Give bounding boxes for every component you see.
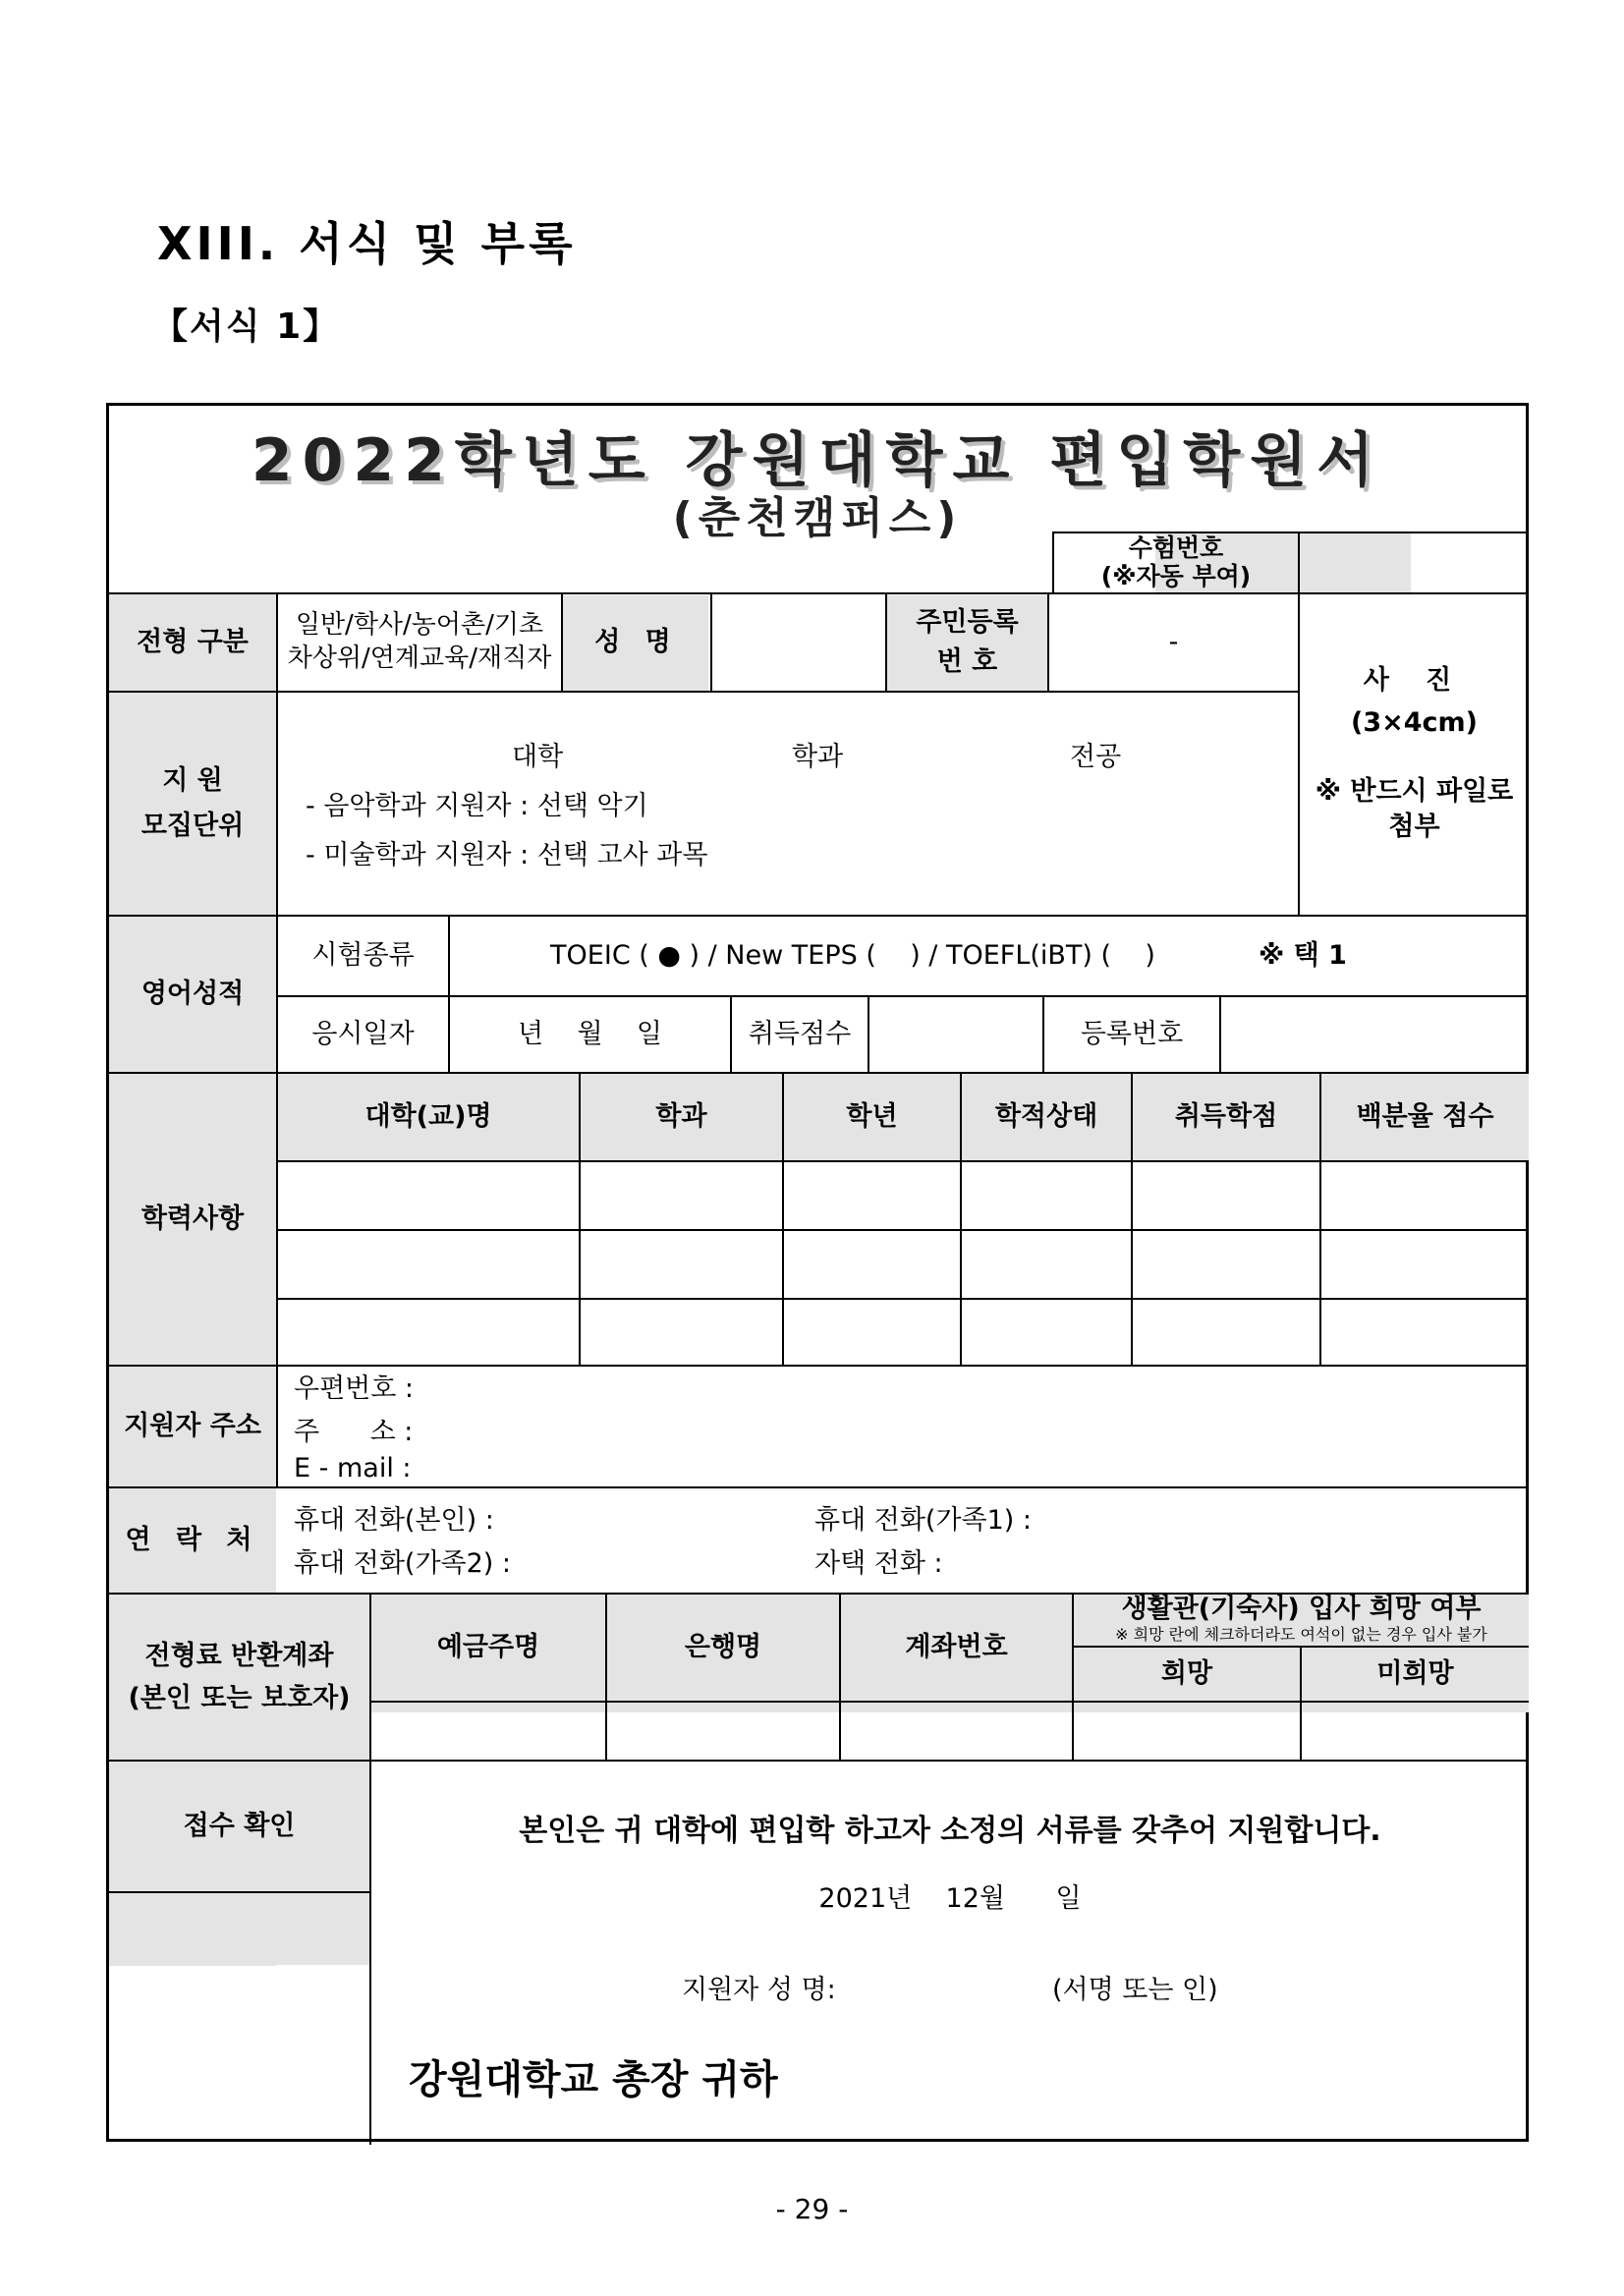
test-date-field[interactable]: 년 월 일 xyxy=(518,1018,662,1049)
score-field[interactable] xyxy=(869,997,1042,1072)
contact-label: 연 락 처 xyxy=(125,1524,260,1555)
phone-family2-field[interactable]: 휴대 전화(가족2) : xyxy=(294,1548,511,1579)
table-cell[interactable] xyxy=(962,1300,1131,1365)
score-label: 취득점수 xyxy=(748,1018,852,1049)
refund-label: 전형료 반환계좌 (본인 또는 보호자) xyxy=(128,1640,351,1713)
dorm-yes-label: 희망 xyxy=(1160,1657,1213,1689)
photo-box[interactable] xyxy=(1300,594,1529,915)
table-cell[interactable] xyxy=(784,1300,960,1365)
account-holder-label: 예금주명 xyxy=(436,1631,540,1662)
dorm-yes-checkbox[interactable] xyxy=(1074,1703,1300,1760)
form-subtitle: (춘천캠퍼스) xyxy=(672,493,963,543)
dorm-no-label: 미희망 xyxy=(1376,1657,1454,1689)
table-cell[interactable] xyxy=(784,1231,960,1298)
edu-header-status: 학적상태 xyxy=(994,1100,1098,1132)
declaration: 본인은 귀 대학에 편입학 하고자 소정의 서류를 갖추어 지원합니다. xyxy=(519,1814,1381,1848)
table-cell[interactable] xyxy=(784,1162,960,1229)
table-cell[interactable] xyxy=(1133,1300,1319,1365)
addressee: 강원대학교 총장 귀하 xyxy=(409,2057,778,2102)
dorm-note: ※ 희망 란에 체크하더라도 여석이 없는 경우 입사 불가 xyxy=(1115,1625,1487,1645)
reg-no-field[interactable] xyxy=(1221,997,1529,1072)
table-cell[interactable] xyxy=(962,1231,1131,1298)
address-field[interactable]: 주 소 : xyxy=(294,1417,414,1447)
table-cell[interactable] xyxy=(1321,1231,1529,1298)
unit-label: 지 원 모집단위 xyxy=(140,765,245,841)
table-cell[interactable] xyxy=(1133,1231,1319,1298)
date-line[interactable]: 2021년 12월 일 xyxy=(818,1883,1082,1914)
table-cell[interactable] xyxy=(581,1162,782,1229)
reg-no-label: 등록번호 xyxy=(1080,1018,1184,1049)
postal-code-field[interactable]: 우편번호 : xyxy=(294,1373,415,1404)
table-row[interactable] xyxy=(278,1300,579,1365)
table-cell[interactable] xyxy=(581,1300,782,1365)
table-cell[interactable] xyxy=(1133,1162,1319,1229)
table-cell[interactable] xyxy=(1321,1300,1529,1365)
test-types[interactable]: TOEIC ( ● ) / New TEPS ( ) / TOEFL(iBT) ( ) xyxy=(550,939,1155,971)
type-options[interactable]: 일반/학사/농어촌/기초 차상위/연계교육/재직자 xyxy=(287,610,552,673)
name-label: 성 명 xyxy=(594,626,679,657)
account-holder-field[interactable] xyxy=(371,1703,605,1760)
bank-name-field[interactable] xyxy=(607,1703,839,1760)
edu-header-credits: 취득학점 xyxy=(1174,1100,1278,1132)
applicant-name-label[interactable]: 지원자 성 명: xyxy=(682,1975,836,2005)
page-number: - 29 - xyxy=(775,2193,849,2225)
english-label: 영어성적 xyxy=(140,978,245,1009)
edu-header-year: 학년 xyxy=(846,1100,898,1132)
unit-major: 전공 xyxy=(1070,742,1122,772)
receipt-label: 접수 확인 xyxy=(183,1810,296,1841)
unit-art-note: - 미술학과 지원자 : 선택 고사 과목 xyxy=(306,840,708,870)
account-number-label: 계좌번호 xyxy=(905,1631,1008,1662)
form-title: 2022학년도 강원대학교 편입학원서 xyxy=(251,426,1384,495)
signature-note: (서명 또는 인) xyxy=(1052,1975,1218,2005)
email-field[interactable]: E - mail : xyxy=(294,1453,412,1484)
edu-header-percent: 백분율 점수 xyxy=(1356,1100,1494,1132)
table-cell[interactable] xyxy=(1321,1162,1529,1229)
unit-department: 학과 xyxy=(792,742,844,772)
phone-family1-field[interactable]: 휴대 전화(가족1) : xyxy=(814,1505,1032,1536)
table-row[interactable] xyxy=(278,1231,579,1298)
account-number-field[interactable] xyxy=(841,1703,1072,1760)
photo-note: ※ 반드시 파일로 첨부 xyxy=(1315,776,1514,843)
phone-home-field[interactable]: 자택 전화 : xyxy=(814,1548,943,1579)
rrn-label: 주민등록 번 호 xyxy=(916,606,1019,677)
test-type-label: 시험종류 xyxy=(311,939,415,971)
application-form xyxy=(106,403,1529,2142)
exam-number-label: 수험번호 (※자동 부여) xyxy=(1100,533,1252,590)
edu-header-university: 대학(교)명 xyxy=(364,1100,492,1132)
rrn-field[interactable]: - xyxy=(1168,626,1179,657)
section-title: XIII. 서식 및 부록 xyxy=(157,217,577,270)
address-label: 지원자 주소 xyxy=(124,1410,261,1441)
edu-label: 학력사항 xyxy=(140,1203,245,1234)
phone-self-field[interactable]: 휴대 전화(본인) : xyxy=(294,1505,494,1536)
table-row[interactable] xyxy=(278,1162,579,1229)
photo-size: (3×4cm) xyxy=(1350,706,1478,738)
name-field[interactable] xyxy=(712,594,885,691)
form-label: 【서식 1】 xyxy=(152,307,341,347)
unit-university: 대학 xyxy=(512,742,564,772)
unit-music-note: - 음악학과 지원자 : 선택 악기 xyxy=(306,791,648,821)
type-label: 전형 구분 xyxy=(137,626,249,657)
dorm-label: 생활관(기숙사) 입사 희망 여부 xyxy=(1121,1593,1482,1624)
test-date-label: 응시일자 xyxy=(311,1018,415,1049)
test-choose: ※ 택 1 xyxy=(1259,939,1347,971)
table-cell[interactable] xyxy=(962,1162,1131,1229)
photo-label: 사 진 xyxy=(1363,665,1466,697)
table-cell[interactable] xyxy=(581,1231,782,1298)
bank-name-label: 은행명 xyxy=(684,1631,762,1662)
edu-header-department: 학과 xyxy=(655,1100,707,1132)
exam-number-field[interactable] xyxy=(1300,533,1529,592)
dorm-no-checkbox[interactable] xyxy=(1302,1703,1529,1760)
